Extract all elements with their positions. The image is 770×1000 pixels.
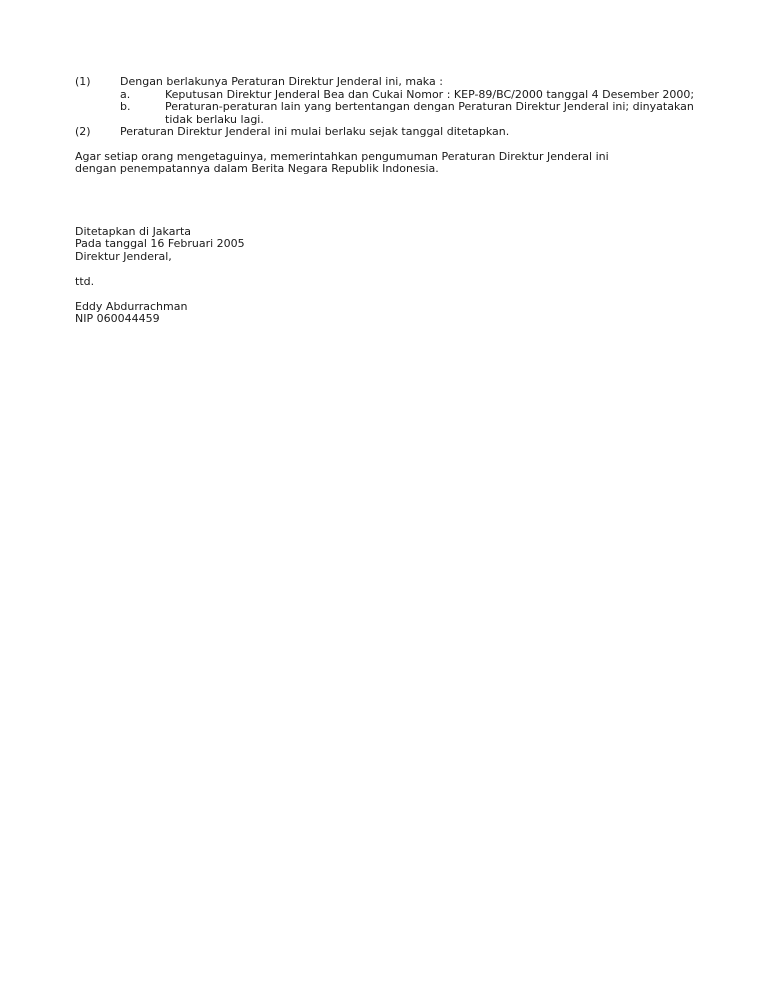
announcement-paragraph: Agar setiap orang mengetaguinya, memerintahkan pengumuman Peraturan Direktur Jenderal ini dengan penempatannya dalam Berita Negara Republik Indonesia.	[75, 149, 609, 175]
item-text: Peraturan-peraturan lain yang bertentangan dengan Peraturan Direktur Jenderal ini; dinyatakan tidak berlaku lagi.	[165, 100, 694, 126]
article-number: (1)	[75, 75, 91, 88]
article-text: Dengan berlakunya Peraturan Direktur Jenderal ini, maka :	[120, 75, 443, 88]
signature-place: Ditetapkan di Jakarta	[75, 224, 192, 238]
signature-ttd: ttd.	[75, 274, 95, 288]
signature-block	[75, 226, 695, 326]
signatory-name: Eddy Abdurrachman	[75, 299, 188, 313]
item-letter: b.	[120, 100, 131, 113]
article-1-item-b	[120, 101, 695, 126]
signature-position: Direktur Jenderal,	[75, 249, 172, 263]
article-1	[75, 76, 695, 89]
article-text: Peraturan Direktur Jenderal ini mulai berlaku sejak tanggal ditetapkan.	[120, 125, 510, 138]
article-2	[75, 126, 695, 139]
signatory-nip: NIP 060044459	[75, 312, 160, 325]
document-page	[75, 76, 695, 326]
item-letter: a.	[120, 87, 131, 101]
article-number: (2)	[75, 125, 91, 138]
signature-date: Pada tanggal 16 Februari 2005	[75, 237, 245, 250]
item-text: Keputusan Direktur Jenderal Bea dan Cukai Nomor : KEP-89/BC/2000 tanggal 4 Desember 2000;	[165, 87, 695, 101]
